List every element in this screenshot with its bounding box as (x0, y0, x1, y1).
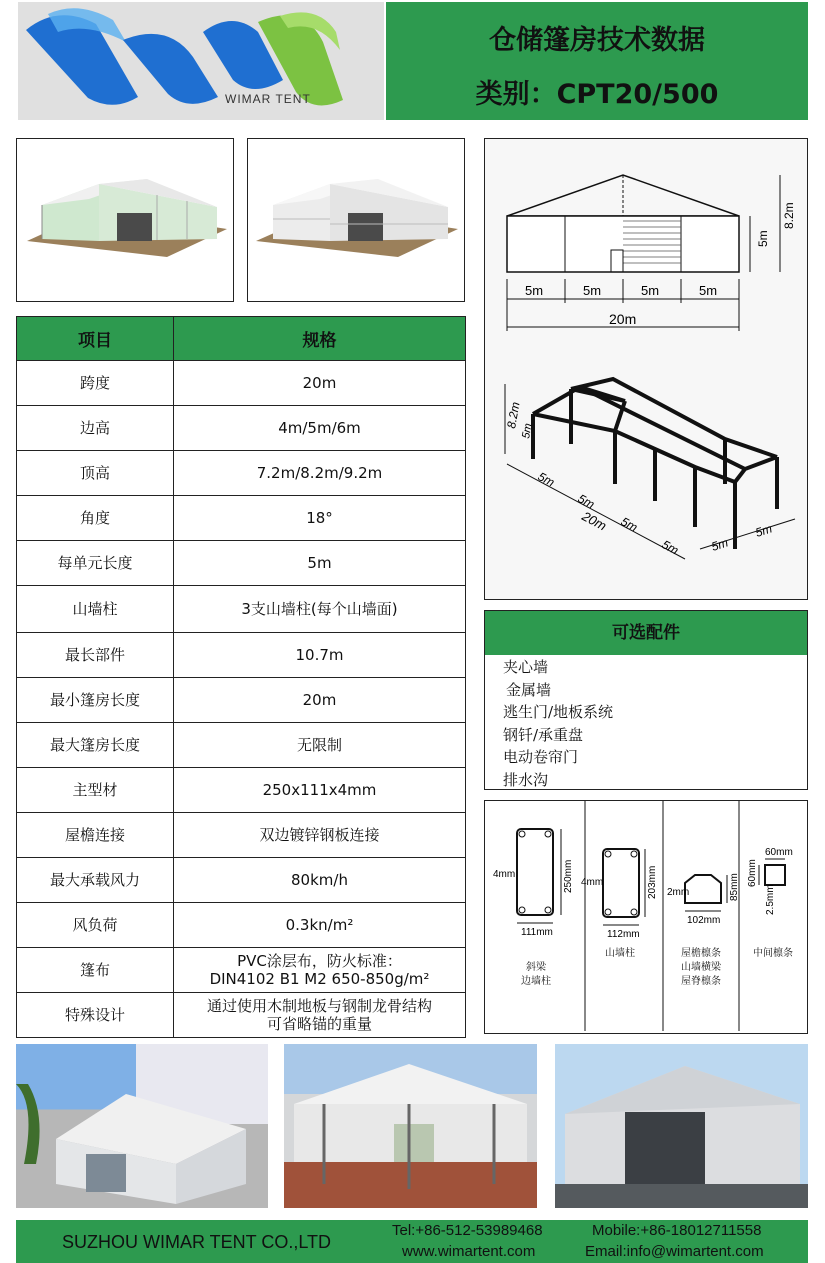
row-value: 18° (174, 496, 466, 541)
row-label: 每单元长度 (17, 541, 174, 586)
table-row (17, 496, 466, 541)
dim-bay-4: 5m (699, 283, 718, 298)
category-label: 类别：CPT20/500 (475, 79, 719, 110)
dim-profile2-thickness: 4mm (581, 877, 604, 888)
row-label: 风负荷 (17, 903, 174, 948)
row-label: 顶高 (17, 451, 174, 496)
table-row (17, 768, 466, 813)
row-value: 0.3kn/m² (174, 903, 466, 948)
row-value: 3支山墙柱(每个山墙面) (174, 586, 466, 633)
photo-tent-open-frame (284, 1044, 537, 1208)
row-label: 山墙柱 (17, 586, 174, 633)
dim-profile1-thickness: 4mm (493, 869, 516, 880)
header-item: 项目 (17, 317, 174, 361)
dim-profile3-thickness: 2mm (667, 887, 690, 898)
table-row (17, 541, 466, 586)
photo-tent-exterior (16, 1044, 268, 1208)
dim-profile3-width: 102mm (687, 915, 721, 926)
row-value: 7.2m/8.2m/9.2m (174, 451, 466, 496)
dim-iso-bay-2: 5m (575, 491, 597, 512)
row-label: 特殊设计 (17, 993, 174, 1038)
spec-table (16, 316, 466, 1038)
row-label: 最大篷房长度 (17, 723, 174, 768)
profile-drawings (485, 801, 809, 1035)
tent-render-translucent (16, 138, 234, 302)
row-label: 篷布 (17, 948, 174, 993)
row-value: 5m (174, 541, 466, 586)
dim-iso-end-2: 5m (753, 521, 774, 540)
dim-ridge-height: 8.2m (782, 202, 796, 229)
table-row (17, 993, 466, 1038)
row-label: 角度 (17, 496, 174, 541)
dim-profile2-width: 112mm (607, 929, 640, 940)
tent-render-solid (247, 138, 465, 302)
list-item: 夹心墙 (503, 658, 549, 676)
row-value-line-2: 可省略锚的重量 (266, 1015, 372, 1033)
row-value-line-1: PVC涂层布，防火标准： (237, 952, 402, 970)
row-label: 最大承载风力 (17, 858, 174, 903)
spec-table-header (17, 317, 466, 361)
dim-bay-2: 5m (583, 283, 602, 298)
row-label: 主型材 (17, 768, 174, 813)
logo-graphic (18, 2, 384, 120)
dim-iso-bay-1: 5m (535, 469, 557, 490)
dim-profile4-height: 60mm (747, 859, 758, 887)
dim-side-height: 5m (756, 230, 770, 247)
table-row (17, 858, 466, 903)
row-value (174, 993, 466, 1038)
table-row (17, 678, 466, 723)
technical-drawing (484, 138, 808, 600)
table-row (17, 451, 466, 496)
table-row (17, 948, 466, 993)
header-spec: 规格 (174, 317, 466, 361)
dim-profile3-height: 85mm (729, 873, 740, 901)
dim-profile2-height: 203mm (647, 865, 658, 899)
dim-profile1-width: 111mm (521, 927, 553, 938)
footer-web[interactable]: www.wimartent.com (402, 1243, 536, 1260)
dim-iso-side: 5m (520, 422, 535, 440)
footer-company: SUZHOU WIMAR TENT CO.,LTD (62, 1232, 332, 1252)
table-row (17, 633, 466, 678)
profile4-caption: 中间檩条 (753, 948, 793, 959)
photo-tent-warehouse (555, 1044, 808, 1208)
row-value: 10.7m (174, 633, 466, 678)
row-value: 无限制 (174, 723, 466, 768)
row-value: 250x111x4mm (174, 768, 466, 813)
dim-iso-span: 20m (579, 508, 609, 534)
table-row (17, 813, 466, 858)
profile3-caption: 屋檐檩条 山墙横梁 屋脊檩条 (681, 948, 721, 987)
row-value (174, 948, 466, 993)
dim-profile4-thickness: 2.5mm (765, 884, 776, 915)
row-value: 80km/h (174, 858, 466, 903)
list-item: 钢钎/承重盘 (503, 725, 584, 744)
logo-text: WIMAR TENT (225, 92, 311, 106)
row-value: 4m/5m/6m (174, 406, 466, 451)
dim-iso-bay-3: 5m (618, 514, 640, 535)
options-title: 可选配件 (485, 611, 807, 655)
profile2-caption: 山墙柱 (605, 948, 635, 959)
dim-bay-1: 5m (525, 283, 544, 298)
table-row (17, 723, 466, 768)
list-item: 金属墙 (506, 680, 552, 699)
dim-iso-bay-4: 5m (659, 537, 681, 558)
row-value-line-2: DIN4102 B1 M2 650-850g/m² (209, 970, 430, 988)
list-item: 电动卷帘门 (503, 748, 579, 767)
row-label: 跨度 (17, 361, 174, 406)
row-value: 20m (174, 361, 466, 406)
row-value: 20m (174, 678, 466, 723)
row-label: 最小篷房长度 (17, 678, 174, 723)
dim-iso-end-1: 5m (709, 535, 730, 554)
footer-tel: Tel:+86-512-53989468 (392, 1222, 543, 1239)
profiles-panel (484, 800, 808, 1034)
row-label: 屋檐连接 (17, 813, 174, 858)
list-item: 排水沟 (503, 770, 549, 789)
table-row (17, 903, 466, 948)
row-label: 边高 (17, 406, 174, 451)
company-logo (18, 2, 384, 120)
dim-profile1-height: 250mm (563, 859, 574, 893)
dim-bay-3: 5m (641, 283, 660, 298)
page-title: 仓储篷房技术数据 (489, 25, 705, 56)
row-label: 最长部件 (17, 633, 174, 678)
list-item: 逃生门/地板系统 (503, 703, 614, 722)
table-row (17, 406, 466, 451)
dim-iso-ridge: 8.2m (504, 400, 523, 430)
table-row (17, 361, 466, 406)
profile1-caption: 斜梁 边墙柱 (521, 962, 551, 987)
dim-span: 20m (609, 311, 637, 327)
footer-email[interactable]: Email:info@wimartent.com (585, 1243, 764, 1260)
row-value-line-1: 通过使用木制地板与钢制龙骨结构 (206, 997, 432, 1015)
footer-mobile: Mobile:+86-18012711558 (592, 1222, 762, 1239)
table-row (17, 586, 466, 633)
row-value: 双边镀锌钢板连接 (174, 813, 466, 858)
dim-profile4-width: 60mm (765, 847, 793, 858)
options-list (503, 656, 613, 792)
